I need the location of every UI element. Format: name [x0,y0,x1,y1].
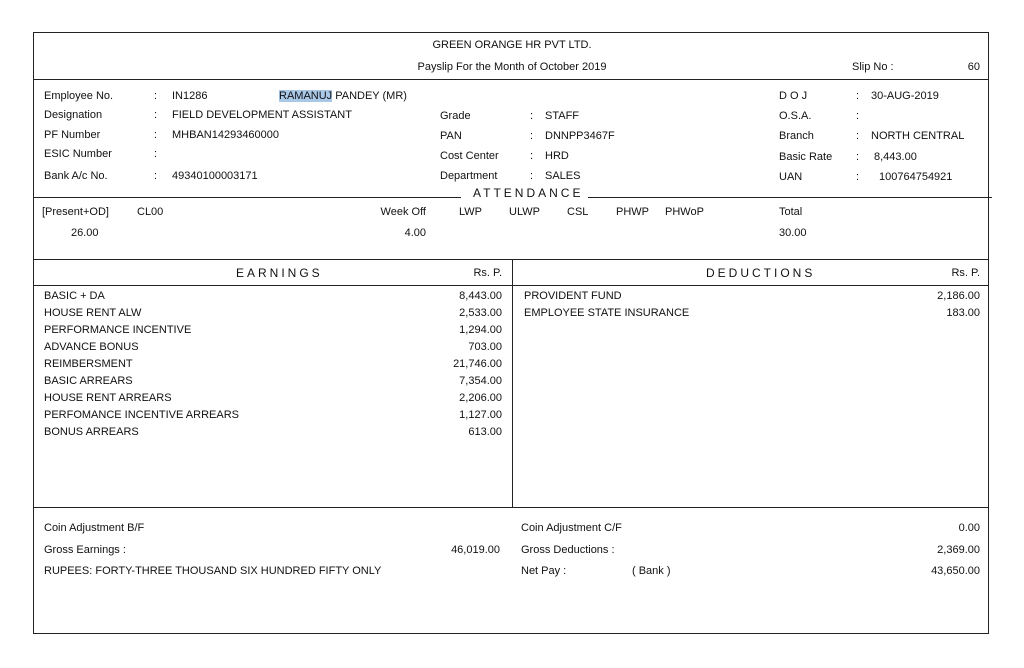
colon: : [856,151,860,163]
colon: : [856,130,860,142]
earning-label: PERFOMANCE INCENTIVE ARREARS [44,409,239,421]
lwp-label: LWP [459,206,483,218]
amount-in-words: RUPEES: FORTY-THREE THOUSAND SIX HUNDRED FIFTY ONLY [44,565,382,577]
deductions-title: DEDUCTIONS [706,266,816,280]
grade: STAFF [545,110,580,122]
earning-amount: 21,746.00 [453,358,502,370]
branch: NORTH CENTRAL [871,130,965,142]
earnings-deductions-divider [512,259,513,507]
net-pay-label: Net Pay : [521,565,567,577]
earning-amount: 1,127.00 [459,409,502,421]
attendance-line-right [588,197,992,198]
colon: : [856,90,860,102]
table-header-line [33,285,989,286]
earning-amount: 7,354.00 [459,375,502,387]
earning-amount: 2,533.00 [459,307,502,319]
earning-amount: 703.00 [468,341,502,353]
present-value: 26.00 [71,227,99,239]
basic-rate: 8,443.00 [874,151,917,163]
phwp-label: PHWP [616,206,649,218]
pf-number: MHBAN14293460000 [172,129,280,141]
department: SALES [545,170,581,182]
colon: : [154,90,158,102]
osa-label: O.S.A. [779,110,812,122]
employee-no-label: Employee No. [44,90,114,102]
colon: : [856,110,860,122]
colon: : [530,110,534,122]
esic-number-label: ESIC Number [44,148,112,160]
colon: : [154,109,158,121]
bank-account-label: Bank A/c No. [44,170,108,182]
colon: : [856,171,860,183]
coin-adjustment-cf-label: Coin Adjustment C/F [521,522,622,534]
attendance-line-left [33,197,461,198]
coin-adjustment-cf-value: 0.00 [958,522,980,534]
colon: : [154,129,158,141]
cost-center-label: Cost Center [440,150,499,162]
deduction-label: PROVIDENT FUND [524,290,622,302]
border-bottom [33,633,989,634]
earning-label: BASIC ARREARS [44,375,133,387]
employee-name [279,90,407,103]
phwop-label: PHWoP [665,206,704,218]
grade-label: Grade [440,110,471,122]
deduction-label: EMPLOYEE STATE INSURANCE [524,307,690,319]
basic-rate-label: Basic Rate [779,151,833,163]
total-label: Total [779,206,803,218]
present-label: [Present+OD] [42,206,109,218]
earning-label: HOUSE RENT ARREARS [44,392,172,404]
pf-number-label: PF Number [44,129,101,141]
gross-deductions-value: 2,369.00 [937,544,980,556]
weekoff-value: 4.00 [404,227,426,239]
bank-account: 49340100003171 [172,170,258,182]
colon: : [530,150,534,162]
table-bottom-line [33,507,989,508]
cl-label: CL00 [137,206,164,218]
slip-no-value: 60 [967,61,980,73]
doj-label: D O J [779,90,808,102]
colon: : [530,170,534,182]
uan-label: UAN [779,171,803,183]
pan-label: PAN [440,130,462,142]
designation-label: Designation [44,109,103,121]
border-right [988,32,989,634]
earnings-rs-header: Rs. P. [473,267,502,279]
gross-earnings-label: Gross Earnings : [44,544,126,556]
gross-deductions-label: Gross Deductions : [521,544,615,556]
earning-amount: 2,206.00 [459,392,502,404]
header-divider [33,79,989,80]
earning-label: PERFORMANCE INCENTIVE [44,324,192,336]
colon: : [530,130,534,142]
colon: : [154,148,158,160]
uan: 100764754921 [879,171,953,183]
employee-last-name: PANDEY (MR) [332,90,407,102]
border-top [33,32,989,33]
net-pay-mode: ( Bank ) [632,565,671,577]
earning-label: BASIC + DA [44,290,105,302]
coin-adjustment-bf-label: Coin Adjustment B/F [44,522,145,534]
total-value: 30.00 [779,227,807,239]
deductions-rs-header: Rs. P. [951,267,980,279]
ulwp-label: ULWP [509,206,540,218]
attendance-title: ATTENDANCE [473,186,584,200]
department-label: Department [440,170,498,182]
weekoff-label: Week Off [380,206,426,218]
earning-amount: 8,443.00 [459,290,502,302]
earning-amount: 1,294.00 [459,324,502,336]
net-pay-value: 43,650.00 [931,565,980,577]
payslip-subtitle: Payslip For the Month of October 2019 [417,61,607,73]
doj: 30-AUG-2019 [871,90,939,102]
colon: : [154,170,158,182]
company-name: GREEN ORANGE HR PVT LTD. [432,39,592,51]
earning-label: BONUS ARREARS [44,426,139,438]
earning-label: REIMBERSMENT [44,358,133,370]
deduction-amount: 2,186.00 [937,290,980,302]
border-left [33,32,34,634]
earnings-title: EARNINGS [236,266,323,280]
earning-label: HOUSE RENT ALW [44,307,142,319]
earning-amount: 613.00 [468,426,502,438]
employee-first-name: RAMANUJ [279,90,333,102]
slip-no-label: Slip No : [852,61,894,73]
earning-label: ADVANCE BONUS [44,341,139,353]
cost-center: HRD [545,150,569,162]
deduction-amount: 183.00 [946,307,980,319]
table-top-line [33,259,989,260]
employee-no: IN1286 [172,90,208,102]
branch-label: Branch [779,130,814,142]
designation: FIELD DEVELOPMENT ASSISTANT [172,109,352,121]
pan: DNNPP3467F [545,130,615,142]
csl-label: CSL [567,206,589,218]
gross-earnings-value: 46,019.00 [451,544,500,556]
